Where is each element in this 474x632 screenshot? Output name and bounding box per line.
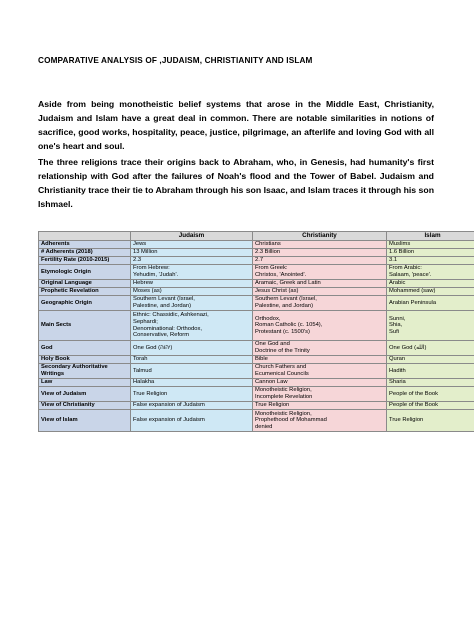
table-row: [39, 296, 474, 311]
cell-christianity: Monotheistic Religion, Incomplete Revelation: [253, 387, 387, 402]
row-label: God: [39, 341, 131, 356]
cell-christianity: Jesus Christ (as): [253, 288, 387, 296]
cell-judaism: True Religion: [131, 387, 253, 402]
origins-paragraph: The three religions trace their origins back to Abraham, who, in Genesis, had humanity's first relationship with God after the failures of Noah's flood and the Tower of Babel. Judaism and Christianity trace their tie to Abraham through his son Isaac, and Islam traces it through his son Ishmael.: [38, 157, 435, 209]
cell-christianity: Aramaic, Greek and Latin: [253, 280, 387, 288]
header-blank: [39, 232, 131, 241]
cell-islam: True Religion: [387, 410, 474, 432]
cell-judaism: Halakha: [131, 379, 253, 387]
cell-christianity: Orthodox, Roman Catholic (c. 1054), Protestant (c. 1500's): [253, 311, 387, 341]
table-row: [39, 356, 474, 364]
table-row: [39, 257, 474, 265]
row-label: View of Islam: [39, 410, 131, 432]
table-row: [39, 241, 474, 249]
table-header-row: [39, 232, 474, 241]
cell-islam: 3.1: [387, 257, 474, 265]
cell-islam: Sharia: [387, 379, 474, 387]
cell-judaism: Ethnic: Chassidic, Ashkenazi, Sephardi; Denominational: Orthodox, Conservative, Reform: [131, 311, 253, 341]
cell-islam: People of the Book: [387, 402, 474, 410]
row-label: Law: [39, 379, 131, 387]
cell-islam: Arabic: [387, 280, 474, 288]
table-row: [39, 249, 474, 257]
row-label: Prophetic Revelation: [39, 288, 131, 296]
header-islam: Islam: [387, 232, 474, 241]
table-row: [39, 341, 474, 356]
cell-islam: Arabian Peninsula: [387, 296, 474, 311]
cell-christianity: Church Fathers and Ecumenical Councils: [253, 364, 387, 379]
row-label: Holy Book: [39, 356, 131, 364]
cell-christianity: True Religion: [253, 402, 387, 410]
row-label: Adherents: [39, 241, 131, 249]
cell-judaism: Talmud: [131, 364, 253, 379]
cell-christianity: 2.7: [253, 257, 387, 265]
cell-judaism: Moses (as): [131, 288, 253, 296]
cell-judaism: From Hebrew: Yehudim, 'Judah'.: [131, 265, 253, 280]
row-label: Fertility Rate (2010-2015): [39, 257, 131, 265]
row-label: Geographic Origin: [39, 296, 131, 311]
cell-judaism: Southern Levant (Israel, Palestine, and Jordan): [131, 296, 253, 311]
cell-christianity: Southern Levant (Israel, Palestine, and Jordan): [253, 296, 387, 311]
table-row: [39, 288, 474, 296]
table-row: [39, 402, 474, 410]
cell-judaism: One God (יהוה): [131, 341, 253, 356]
table-row: [39, 311, 474, 341]
row-label: View of Judaism: [39, 387, 131, 402]
table-row: [39, 364, 474, 379]
cell-christianity: Bible: [253, 356, 387, 364]
cell-judaism: False expansion of Judaism: [131, 410, 253, 432]
cell-christianity: 2.3 Billion: [253, 249, 387, 257]
cell-islam: Quran: [387, 356, 474, 364]
header-christianity: Christianity: [253, 232, 387, 241]
cell-christianity: Cannon Law: [253, 379, 387, 387]
cell-islam: Mohammed (saw): [387, 288, 474, 296]
cell-islam: Sunni, Shia, Sufi: [387, 311, 474, 341]
cell-christianity: Monotheistic Religion, Prophethood of Mohammad denied: [253, 410, 387, 432]
intro-paragraph: Aside from being monotheistic belief systems that arose in the Middle East, Christianity, Judaism and Islam have a great deal in common. There are notable similarities in notions of sacrifice, good works, hospitality, peace, justice, pilgrimage, an afterlife and loving God with all one's heart and soul.: [38, 99, 434, 151]
row-label: Original Language: [39, 280, 131, 288]
document-title: COMPARATIVE ANALYSIS OF ,JUDAISM, CHRISTIANITY AND ISLAM: [38, 56, 313, 65]
cell-judaism: 2.3: [131, 257, 253, 265]
table-row: [39, 280, 474, 288]
cell-islam: People of the Book: [387, 387, 474, 402]
cell-islam: One God (الله): [387, 341, 474, 356]
comparison-table: [38, 231, 474, 432]
row-label: Etymologic Origin: [39, 265, 131, 280]
cell-judaism: 13 Million: [131, 249, 253, 257]
row-label: # Adherents (2018): [39, 249, 131, 257]
row-label: Main Sects: [39, 311, 131, 341]
cell-christianity: One God and Doctrine of the Trinity: [253, 341, 387, 356]
cell-judaism: Hebrew: [131, 280, 253, 288]
cell-judaism: False expansion of Judaism: [131, 402, 253, 410]
table-row: [39, 379, 474, 387]
cell-christianity: Christians: [253, 241, 387, 249]
row-label: View of Christianity: [39, 402, 131, 410]
cell-islam: Muslims: [387, 241, 474, 249]
comparison-table-container: [38, 231, 474, 541]
cell-christianity: From Greek: Christos, 'Anointed'.: [253, 265, 387, 280]
cell-islam: Hadith: [387, 364, 474, 379]
header-judaism: Judaism: [131, 232, 253, 241]
cell-judaism: Torah: [131, 356, 253, 364]
row-label: Secondary Authoritative Writings: [39, 364, 131, 379]
table-row: [39, 265, 474, 280]
cell-judaism: Jews: [131, 241, 253, 249]
table-row: [39, 410, 474, 432]
cell-islam: 1.6 Billion: [387, 249, 474, 257]
table-row: [39, 387, 474, 402]
cell-islam: From Arabic: Salaam, 'peace'.: [387, 265, 474, 280]
